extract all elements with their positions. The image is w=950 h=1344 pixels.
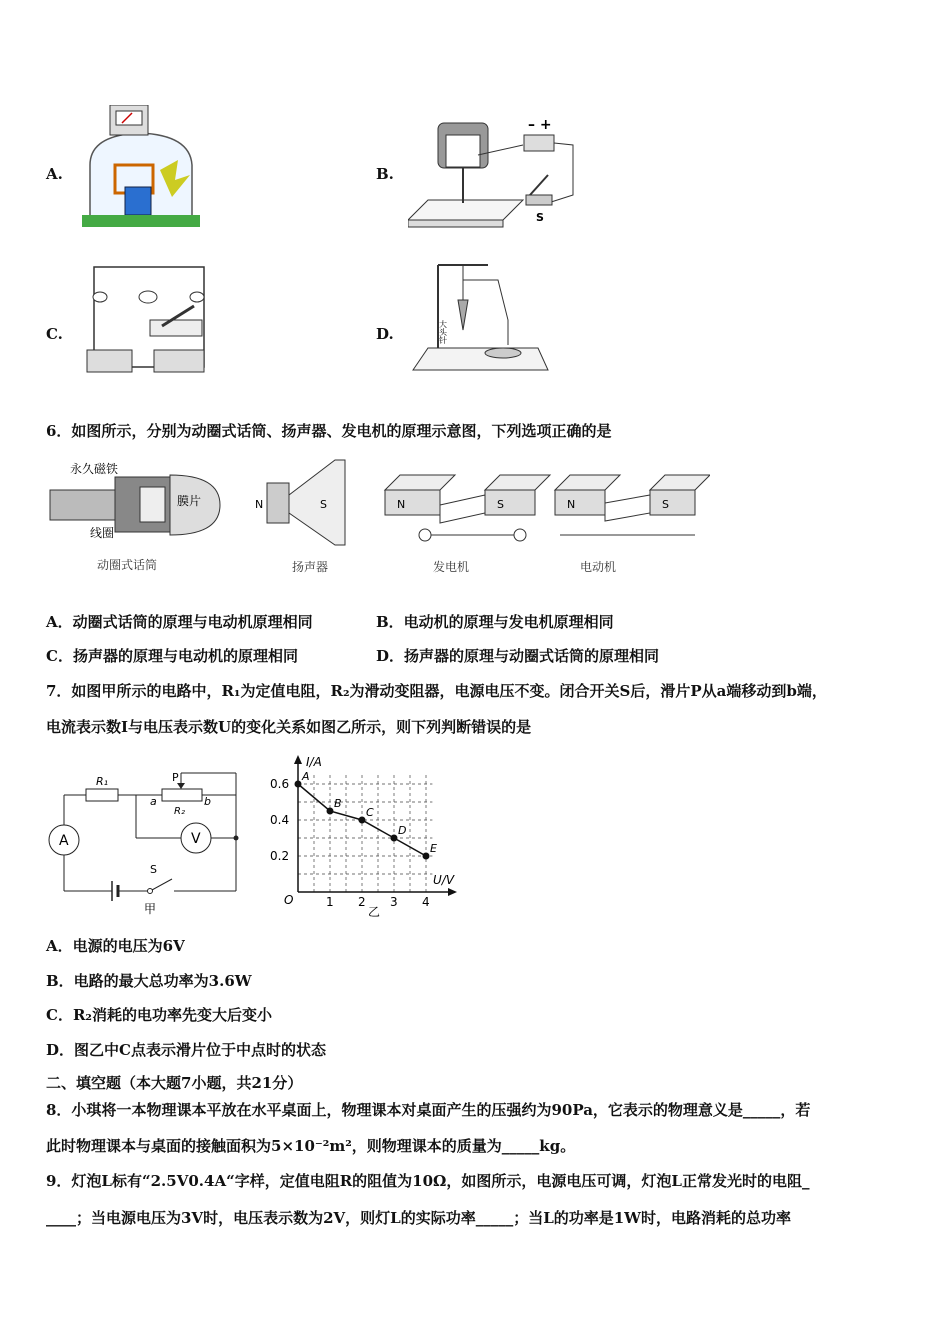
q6-option-a: A．动圈式话筒的原理与电动机原理相同 bbox=[46, 613, 313, 631]
y-axis-label: I/A bbox=[306, 755, 322, 769]
point-D bbox=[391, 835, 398, 842]
motor-figure bbox=[555, 475, 710, 535]
q7-option-a: A．电源的电压为6V bbox=[46, 937, 185, 955]
y-tick-label: 0.6 bbox=[270, 777, 290, 791]
speaker-n: N bbox=[255, 498, 264, 511]
svg-text:– +: – + bbox=[528, 117, 552, 133]
q7-option-b: B．电路的最大总功率为3.6W bbox=[46, 972, 252, 990]
point-C bbox=[359, 817, 366, 824]
point-A bbox=[295, 781, 302, 788]
svg-text:S: S bbox=[536, 211, 544, 224]
circuit-r1: R₁ bbox=[96, 775, 109, 788]
circuit-a-end: a bbox=[150, 795, 157, 808]
x-tick-label: 2 bbox=[358, 895, 366, 909]
caption-motor: 电动机 bbox=[580, 560, 617, 574]
x-tick-label: 3 bbox=[390, 895, 398, 909]
switch-label: S bbox=[150, 863, 157, 876]
motor-n: N bbox=[567, 498, 576, 511]
point-label-D: D bbox=[398, 824, 407, 837]
microphone-figure bbox=[50, 461, 220, 540]
q7-stem-line1: 7．如图甲所示的电路中，R₁为定值电阻，R₂为滑动变阻器，电源电压不变。闭合开关S后，滑片P从a端移动到b端， bbox=[46, 682, 827, 700]
magnet-label: 永久磁铁 bbox=[70, 462, 119, 476]
q6-option-c: C．扬声器的原理与电动机的原理相同 bbox=[46, 647, 298, 665]
x-tick-label: 1 bbox=[326, 895, 334, 909]
gen-n: N bbox=[397, 498, 406, 511]
graph-grid bbox=[298, 775, 432, 892]
q6-option-b: B．电动机的原理与发电机原理相同 bbox=[376, 613, 614, 631]
q7-option-c: C．R₂消耗的电功率先变大后变小 bbox=[46, 1006, 272, 1024]
graph-caption: 乙 bbox=[368, 905, 381, 919]
generator-figure bbox=[385, 475, 550, 541]
motor-s: S bbox=[662, 498, 669, 511]
y-tick-label: 0.4 bbox=[270, 813, 290, 827]
circuit-p: P bbox=[172, 771, 179, 784]
q8-line1: 8．小琪将一本物理课本平放在水平桌面上，物理课本对桌面产生的压强约为90Pa，它表示的物理意义是_____，若 bbox=[46, 1101, 811, 1119]
voltmeter-symbol: V bbox=[191, 831, 201, 847]
option-b-label: B. bbox=[376, 165, 394, 183]
point-label-C: C bbox=[366, 806, 374, 819]
q9-line1: 9．灯泡L标有“2.5V0.4A“字样，定值电阻R的阻值为10Ω，如图所示，电源电压可调，灯泡L正常发光时的电阻_ bbox=[46, 1172, 810, 1190]
speaker-s: S bbox=[320, 498, 327, 511]
graph-origin: O bbox=[284, 893, 294, 907]
caption-generator: 发电机 bbox=[433, 560, 470, 574]
speaker-figure bbox=[255, 460, 345, 545]
option-d-label: D. bbox=[376, 325, 394, 343]
diaphragm-label: 膜片 bbox=[177, 494, 202, 508]
x-axis-arrow bbox=[448, 888, 457, 896]
caption-speaker: 扬声器 bbox=[292, 560, 329, 574]
circuit-b-end: b bbox=[204, 795, 211, 808]
y-axis-arrow bbox=[294, 755, 302, 764]
pin-label: 大头针 bbox=[438, 320, 448, 344]
q6-option-d: D．扬声器的原理与动圈式话筒的原理相同 bbox=[376, 647, 660, 665]
caption-microphone: 动圈式话筒 bbox=[97, 558, 158, 572]
q6-stem: 6．如图所示，分别为动圈式话筒、扬声器、发电机的原理示意图，下列选项正确的是 bbox=[46, 422, 612, 440]
point-label-E: E bbox=[430, 842, 437, 855]
graph-marks bbox=[295, 770, 438, 860]
q8-line2: 此时物理课本与桌面的接触面积为5×10⁻²m²，则物理课本的质量为_____kg。 bbox=[46, 1137, 576, 1155]
figure-5b bbox=[408, 115, 580, 233]
figure-5a bbox=[80, 105, 205, 230]
option-c-label: C. bbox=[46, 325, 63, 343]
point-label-A: A bbox=[302, 770, 310, 783]
coil-label: 线圈 bbox=[90, 526, 115, 540]
point-label-B: B bbox=[334, 797, 342, 810]
point-B bbox=[327, 808, 334, 815]
point-E bbox=[423, 853, 430, 860]
ammeter-symbol: A bbox=[59, 833, 69, 849]
iu-graph bbox=[268, 752, 468, 922]
graph-ticks bbox=[270, 777, 430, 909]
section-heading: 二、填空题（本大题7小题，共21分） bbox=[46, 1074, 303, 1092]
q7-option-d: D．图乙中C点表示滑片位于中点时的状态 bbox=[46, 1041, 326, 1059]
circuit-r2: R₂ bbox=[174, 806, 185, 817]
circuit-caption: 甲 bbox=[144, 902, 157, 916]
q9-line2: ____；当电源电压为3V时，电压表示数为2V，则灯L的实际功率_____；当L的功率是1W时，电路消耗的总功率 bbox=[46, 1209, 792, 1227]
figure-5c bbox=[82, 262, 212, 377]
y-tick-label: 0.2 bbox=[270, 849, 290, 863]
gen-s: S bbox=[497, 498, 504, 511]
x-tick-label: 4 bbox=[422, 895, 430, 909]
option-a-label: A. bbox=[46, 165, 63, 183]
figure-5d bbox=[408, 260, 553, 380]
q7-stem-line2: 电流表示数I与电压表示数U的变化关系如图乙所示，则下列判断错误的是 bbox=[46, 718, 532, 736]
circuit-diagram bbox=[44, 765, 249, 920]
x-axis-label: U/V bbox=[433, 873, 455, 887]
